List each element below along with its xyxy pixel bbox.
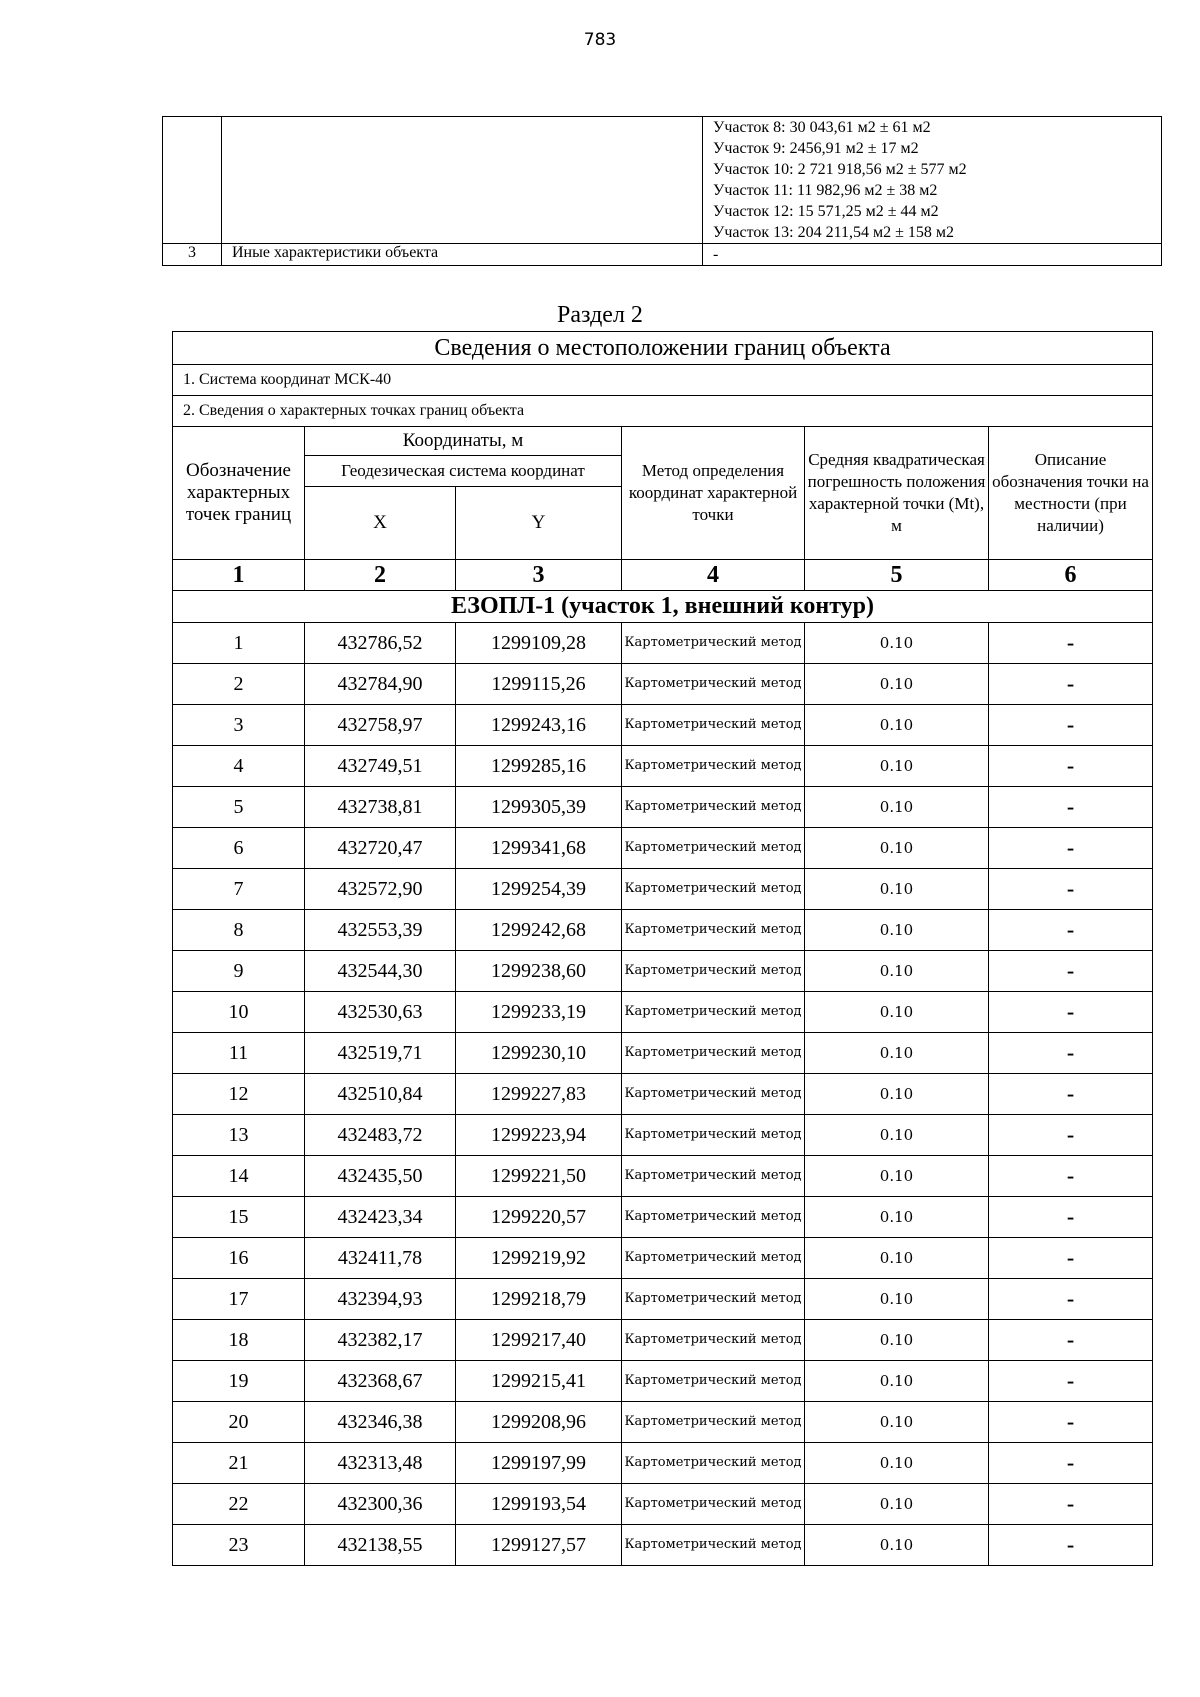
- point-number-cell: 11: [173, 1033, 305, 1074]
- x-coordinate-cell: 432313,48: [305, 1443, 456, 1484]
- table-row: [173, 1484, 1153, 1525]
- error-cell: 0.10: [805, 705, 989, 746]
- error-cell: 0.10: [805, 1074, 989, 1115]
- table-row: [173, 1361, 1153, 1402]
- column-numbers-row: [173, 560, 1153, 591]
- y-coordinate-cell: 1299217,40: [456, 1320, 622, 1361]
- method-cell: Картометрический метод: [622, 1156, 805, 1197]
- y-coordinate-cell: 1299238,60: [456, 951, 622, 992]
- method-cell: Картометрический метод: [622, 705, 805, 746]
- y-coordinate-cell: 1299233,19: [456, 992, 622, 1033]
- error-cell: 0.10: [805, 1197, 989, 1238]
- y-coordinate-cell: 1299223,94: [456, 1115, 622, 1156]
- x-coordinate-cell: 432784,90: [305, 664, 456, 705]
- method-cell: Картометрический метод: [622, 1074, 805, 1115]
- description-cell: -: [989, 1115, 1153, 1156]
- error-cell: 0.10: [805, 1115, 989, 1156]
- column-number: 5: [805, 560, 989, 591]
- method-cell: Картометрический метод: [622, 746, 805, 787]
- area-list-cell: [703, 117, 1162, 244]
- x-coordinate-cell: 432749,51: [305, 746, 456, 787]
- method-cell: Картометрический метод: [622, 992, 805, 1033]
- description-cell: -: [989, 992, 1153, 1033]
- y-coordinate-cell: 1299109,28: [456, 623, 622, 664]
- error-cell: 0.10: [805, 1320, 989, 1361]
- description-cell: -: [989, 1361, 1153, 1402]
- column-number: 3: [456, 560, 622, 591]
- description-cell: -: [989, 1320, 1153, 1361]
- point-number-cell: 18: [173, 1320, 305, 1361]
- method-header: Метод определения координат характерной точки: [622, 427, 805, 560]
- table-row: [173, 664, 1153, 705]
- point-number-cell: 2: [173, 664, 305, 705]
- row-number-cell: 3: [163, 244, 222, 266]
- error-cell: 0.10: [805, 664, 989, 705]
- table-caption-row: [173, 332, 1153, 365]
- table-row: [173, 1320, 1153, 1361]
- table-row: [173, 746, 1153, 787]
- error-header: Средняя квадратическая погрешность положения характерной точки (Mt), м: [805, 427, 989, 560]
- y-coordinate-cell: 1299305,39: [456, 787, 622, 828]
- description-cell: -: [989, 787, 1153, 828]
- description-cell: -: [989, 910, 1153, 951]
- point-number-cell: 20: [173, 1402, 305, 1443]
- point-number-cell: 12: [173, 1074, 305, 1115]
- points-info-label: 2. Сведения о характерных точках границ объекта: [173, 396, 1153, 427]
- error-cell: 0.10: [805, 910, 989, 951]
- description-cell: -: [989, 664, 1153, 705]
- x-coordinate-cell: 432423,34: [305, 1197, 456, 1238]
- method-cell: Картометрический метод: [622, 1279, 805, 1320]
- table-row: [173, 1074, 1153, 1115]
- method-cell: Картометрический метод: [622, 828, 805, 869]
- y-coordinate-cell: 1299230,10: [456, 1033, 622, 1074]
- x-coordinate-cell: 432394,93: [305, 1279, 456, 1320]
- x-header: X: [305, 487, 456, 560]
- method-cell: Картометрический метод: [622, 1402, 805, 1443]
- x-coordinate-cell: 432483,72: [305, 1115, 456, 1156]
- boundary-points-table: [172, 331, 1153, 1566]
- point-number-cell: 1: [173, 623, 305, 664]
- error-cell: 0.10: [805, 1033, 989, 1074]
- description-cell: -: [989, 1279, 1153, 1320]
- method-cell: Картометрический метод: [622, 1197, 805, 1238]
- error-cell: 0.10: [805, 1238, 989, 1279]
- table-row: [173, 1197, 1153, 1238]
- area-line: Участок 9: 2456,91 м2 ± 17 м2: [713, 140, 919, 157]
- x-coordinate-cell: 432368,67: [305, 1361, 456, 1402]
- y-header: Y: [456, 487, 622, 560]
- point-number-cell: 23: [173, 1525, 305, 1566]
- description-cell: -: [989, 1525, 1153, 1566]
- description-cell: -: [989, 869, 1153, 910]
- x-coordinate-cell: 432572,90: [305, 869, 456, 910]
- x-coordinate-cell: 432530,63: [305, 992, 456, 1033]
- point-number-cell: 13: [173, 1115, 305, 1156]
- y-coordinate-cell: 1299243,16: [456, 705, 622, 746]
- x-coordinate-cell: 432510,84: [305, 1074, 456, 1115]
- method-cell: Картометрический метод: [622, 1238, 805, 1279]
- y-coordinate-cell: 1299242,68: [456, 910, 622, 951]
- description-cell: -: [989, 1197, 1153, 1238]
- x-coordinate-cell: 432346,38: [305, 1402, 456, 1443]
- method-cell: Картометрический метод: [622, 1361, 805, 1402]
- column-number: 4: [622, 560, 805, 591]
- error-cell: 0.10: [805, 1484, 989, 1525]
- description-cell: -: [989, 623, 1153, 664]
- point-number-cell: 5: [173, 787, 305, 828]
- x-coordinate-cell: 432758,97: [305, 705, 456, 746]
- error-cell: 0.10: [805, 1156, 989, 1197]
- table-row: [173, 1443, 1153, 1484]
- column-number: 2: [305, 560, 456, 591]
- y-coordinate-cell: 1299197,99: [456, 1443, 622, 1484]
- method-cell: Картометрический метод: [622, 1115, 805, 1156]
- method-cell: Картометрический метод: [622, 951, 805, 992]
- points-info-row: [173, 396, 1153, 427]
- table-row: [173, 623, 1153, 664]
- description-header: Описание обозначения точки на местности (при наличии): [989, 427, 1153, 560]
- description-cell: -: [989, 828, 1153, 869]
- description-cell: -: [989, 1402, 1153, 1443]
- point-number-cell: 16: [173, 1238, 305, 1279]
- coord-system-label: 1. Система координат МСК-40: [173, 365, 1153, 396]
- description-cell: -: [989, 1238, 1153, 1279]
- y-coordinate-cell: 1299193,54: [456, 1484, 622, 1525]
- error-cell: 0.10: [805, 787, 989, 828]
- method-cell: Картометрический метод: [622, 623, 805, 664]
- method-cell: Картометрический метод: [622, 1443, 805, 1484]
- x-coordinate-cell: 432738,81: [305, 787, 456, 828]
- table-row: [173, 910, 1153, 951]
- error-cell: 0.10: [805, 1525, 989, 1566]
- designation-header: Обозначение характерных точек границ: [173, 427, 305, 560]
- description-cell: -: [989, 1074, 1153, 1115]
- table-caption: Сведения о местоположении границ объекта: [173, 332, 1153, 365]
- table-row: [173, 1402, 1153, 1443]
- point-number-cell: 15: [173, 1197, 305, 1238]
- error-cell: 0.10: [805, 1443, 989, 1484]
- area-line: Участок 12: 15 571,25 м2 ± 44 м2: [713, 203, 939, 220]
- table-row: [173, 992, 1153, 1033]
- error-cell: 0.10: [805, 746, 989, 787]
- table-row: [163, 117, 1162, 244]
- y-coordinate-cell: 1299127,57: [456, 1525, 622, 1566]
- y-coordinate-cell: 1299208,96: [456, 1402, 622, 1443]
- table-row: [173, 787, 1153, 828]
- row-number-cell: [163, 117, 222, 244]
- column-number: 6: [989, 560, 1153, 591]
- x-coordinate-cell: 432720,47: [305, 828, 456, 869]
- method-cell: Картометрический метод: [622, 1525, 805, 1566]
- header-row: [173, 427, 1153, 456]
- coordinates-header: Координаты, м: [305, 427, 622, 456]
- column-number: 1: [173, 560, 305, 591]
- point-number-cell: 22: [173, 1484, 305, 1525]
- y-coordinate-cell: 1299218,79: [456, 1279, 622, 1320]
- y-coordinate-cell: 1299254,39: [456, 869, 622, 910]
- y-coordinate-cell: 1299341,68: [456, 828, 622, 869]
- error-cell: 0.10: [805, 951, 989, 992]
- page-number: 783: [583, 30, 617, 50]
- method-cell: Картометрический метод: [622, 787, 805, 828]
- contour-title-row: [173, 591, 1153, 623]
- y-coordinate-cell: 1299221,50: [456, 1156, 622, 1197]
- error-cell: 0.10: [805, 1402, 989, 1443]
- error-cell: 0.10: [805, 828, 989, 869]
- table-row: [173, 1525, 1153, 1566]
- row-value-cell: -: [703, 244, 1162, 266]
- x-coordinate-cell: 432553,39: [305, 910, 456, 951]
- area-line: Участок 13: 204 211,54 м2 ± 158 м2: [713, 224, 955, 241]
- description-cell: -: [989, 1033, 1153, 1074]
- x-coordinate-cell: 432138,55: [305, 1525, 456, 1566]
- geodetic-header: Геодезическая система координат: [305, 456, 622, 487]
- description-cell: -: [989, 1484, 1153, 1525]
- x-coordinate-cell: 432435,50: [305, 1156, 456, 1197]
- table-row: [173, 705, 1153, 746]
- method-cell: Картометрический метод: [622, 869, 805, 910]
- y-coordinate-cell: 1299215,41: [456, 1361, 622, 1402]
- table-row: [163, 244, 1162, 266]
- point-number-cell: 8: [173, 910, 305, 951]
- table-row: [173, 1033, 1153, 1074]
- y-coordinate-cell: 1299219,92: [456, 1238, 622, 1279]
- method-cell: Картометрический метод: [622, 910, 805, 951]
- area-line: Участок 11: 11 982,96 м2 ± 38 м2: [713, 182, 938, 199]
- y-coordinate-cell: 1299285,16: [456, 746, 622, 787]
- table-row: [173, 828, 1153, 869]
- method-cell: Картометрический метод: [622, 1484, 805, 1525]
- point-number-cell: 6: [173, 828, 305, 869]
- method-cell: Картометрический метод: [622, 1033, 805, 1074]
- table-row: [173, 1156, 1153, 1197]
- error-cell: 0.10: [805, 869, 989, 910]
- row-name-cell: [222, 117, 703, 244]
- point-number-cell: 14: [173, 1156, 305, 1197]
- description-cell: -: [989, 705, 1153, 746]
- area-line: Участок 8: 30 043,61 м2 ± 61 м2: [713, 119, 931, 136]
- y-coordinate-cell: 1299227,83: [456, 1074, 622, 1115]
- x-coordinate-cell: 432786,52: [305, 623, 456, 664]
- method-cell: Картометрический метод: [622, 664, 805, 705]
- description-cell: -: [989, 951, 1153, 992]
- method-cell: Картометрический метод: [622, 1320, 805, 1361]
- x-coordinate-cell: 432544,30: [305, 951, 456, 992]
- point-number-cell: 21: [173, 1443, 305, 1484]
- section-title: Раздел 2: [557, 302, 643, 328]
- table-row: [173, 1279, 1153, 1320]
- contour-title: ЕЗОПЛ-1 (участок 1, внешний контур): [173, 591, 1153, 623]
- point-number-cell: 19: [173, 1361, 305, 1402]
- table-row: [173, 1238, 1153, 1279]
- error-cell: 0.10: [805, 1361, 989, 1402]
- point-number-cell: 17: [173, 1279, 305, 1320]
- row-name-cell: Иные характеристики объекта: [222, 244, 703, 266]
- table-row: [173, 869, 1153, 910]
- point-number-cell: 9: [173, 951, 305, 992]
- table-row: [173, 1115, 1153, 1156]
- x-coordinate-cell: 432519,71: [305, 1033, 456, 1074]
- table-row: [173, 951, 1153, 992]
- y-coordinate-cell: 1299220,57: [456, 1197, 622, 1238]
- point-number-cell: 7: [173, 869, 305, 910]
- description-cell: -: [989, 1443, 1153, 1484]
- area-line: Участок 10: 2 721 918,56 м2 ± 577 м2: [713, 161, 967, 178]
- x-coordinate-cell: 432300,36: [305, 1484, 456, 1525]
- coord-system-row: [173, 365, 1153, 396]
- y-coordinate-cell: 1299115,26: [456, 664, 622, 705]
- point-number-cell: 4: [173, 746, 305, 787]
- x-coordinate-cell: 432411,78: [305, 1238, 456, 1279]
- description-cell: -: [989, 746, 1153, 787]
- x-coordinate-cell: 432382,17: [305, 1320, 456, 1361]
- description-cell: -: [989, 1156, 1153, 1197]
- point-number-cell: 10: [173, 992, 305, 1033]
- error-cell: 0.10: [805, 992, 989, 1033]
- point-number-cell: 3: [173, 705, 305, 746]
- error-cell: 0.10: [805, 623, 989, 664]
- object-characteristics-table: [162, 116, 1162, 266]
- error-cell: 0.10: [805, 1279, 989, 1320]
